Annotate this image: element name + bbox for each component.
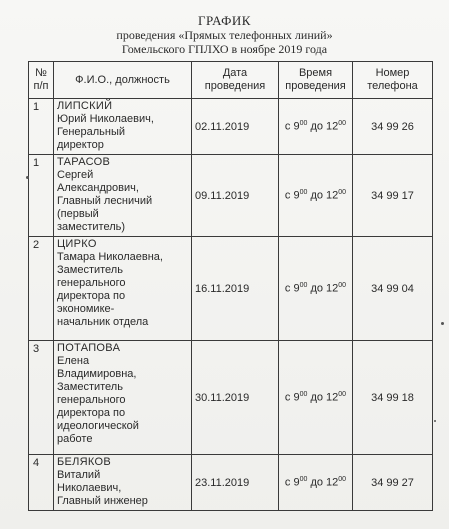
name-position-line: Главный инженер [57,495,148,507]
time-to-minutes: 00 [338,120,347,128]
name-position-line: генерального [57,394,126,406]
header-name: Ф.И.О., должность [54,62,192,99]
row-number: 1 [29,99,54,155]
document-subtitle-org: Гомельского ГПЛХО в ноябре 2019 года [121,42,328,56]
name-position-line: генерального [57,277,126,289]
time-from-minutes: 00 [299,282,308,290]
name-position-line: идеологической [57,420,139,432]
name-position-line: Заместитель [57,381,123,393]
row-date: 16.11.2019 [192,237,279,341]
name-position-line: Сергей [57,169,94,181]
table-row [29,237,433,341]
name-position-line: Елена [57,355,90,367]
name-position-line: заместитель) [57,221,126,233]
surname: БЕЛЯКОВ [57,456,111,468]
schedule-table [28,61,433,511]
time-from-minutes: 00 [299,189,308,197]
table-row [29,455,433,511]
row-time [279,237,353,341]
table-body [29,99,433,511]
surname: ЦИРКО [57,238,97,250]
row-time [279,99,353,155]
row-date: 30.11.2019 [192,341,279,455]
table-row [29,341,433,455]
row-phone: 34 99 04 [353,237,433,341]
name-position-line: начальник отдела [57,316,149,328]
row-number: 3 [29,341,54,455]
row-date: 23.11.2019 [192,455,279,511]
row-number: 4 [29,455,54,511]
surname: ПОТАПОВА [57,342,121,354]
table-row [29,99,433,155]
row-time [279,155,353,237]
time-from-minutes: 00 [299,476,308,484]
row-name-position [54,99,192,155]
table-header-row [29,62,433,99]
name-position-line: Тамара Николаевна, [57,251,163,263]
row-name-position [54,237,192,341]
name-position-line: директора по [57,407,126,419]
header-phone: Номер телефона [353,62,433,99]
time-to: до 12 [307,391,339,404]
surname: ЛИПСКИЙ [57,100,113,112]
scan-speck [434,420,436,422]
name-position-line: Главный лесничий [57,195,153,207]
name-position-line: директор [57,139,104,151]
time-to-minutes: 00 [338,189,347,197]
row-name-position [54,455,192,511]
name-position-line: экономике- [57,303,115,315]
row-phone: 34 99 27 [353,455,433,511]
row-time [279,341,353,455]
table-row [29,155,433,237]
row-date: 02.11.2019 [192,99,279,155]
row-phone: 34 99 17 [353,155,433,237]
scan-speck [441,322,444,325]
time-to-minutes: 00 [338,282,347,290]
time-to: до 12 [307,120,339,133]
name-position-line: Генеральный [57,126,126,138]
time-from: с 9 [284,189,300,202]
name-position-line: Александрович, [57,182,139,194]
name-position-line: Виталий [57,469,101,481]
scan-speck [26,176,29,179]
header-time: Время проведения [279,62,353,99]
surname: ТАРАСОВ [57,156,111,168]
row-name-position [54,341,192,455]
time-to-minutes: 00 [338,476,347,484]
time-to: до 12 [307,189,339,202]
row-name-position [54,155,192,237]
row-phone: 34 99 26 [353,99,433,155]
row-number: 1 [29,155,54,237]
time-to: до 12 [307,282,339,295]
name-position-line: Юрий Николаевич, [57,113,154,125]
time-from: с 9 [284,476,300,489]
time-to: до 12 [307,476,339,489]
row-time [279,455,353,511]
document-heading [0,14,449,56]
name-position-line: директора по [57,290,126,302]
header-number: № п/п [29,62,54,99]
time-from: с 9 [284,120,300,133]
time-from-minutes: 00 [299,391,308,399]
document-subtitle: проведения «Прямых телефонных линий» [116,28,333,42]
header-date: Дата проведения [192,62,279,99]
time-from: с 9 [284,282,300,295]
time-from: с 9 [284,391,300,404]
name-position-line: работе [57,433,93,445]
time-to-minutes: 00 [338,391,347,399]
name-position-line: Николаевич, [57,482,122,494]
name-position-line: Владимировна, [57,368,137,380]
document-title: ГРАФИК [198,13,251,28]
name-position-line: (первый [57,208,99,220]
time-from-minutes: 00 [299,120,308,128]
row-phone: 34 99 18 [353,341,433,455]
row-number: 2 [29,237,54,341]
row-date: 09.11.2019 [192,155,279,237]
name-position-line: Заместитель [57,264,123,276]
